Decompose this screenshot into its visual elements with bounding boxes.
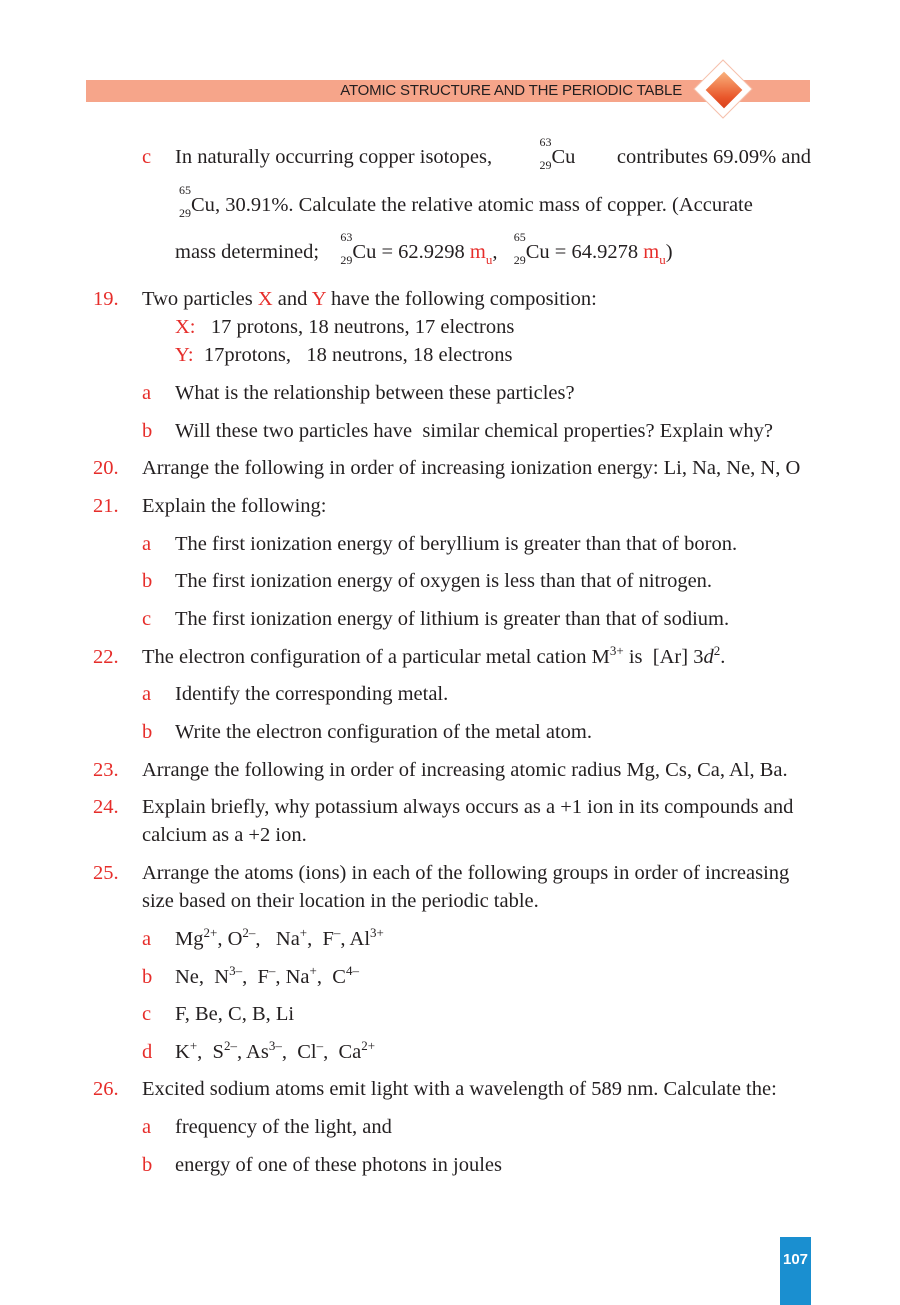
question-number: 25.: [93, 862, 119, 884]
isotope-cu65: 65 29 Cu: [179, 183, 215, 220]
item-letter: b: [142, 966, 153, 988]
question-number: 26.: [93, 1078, 119, 1100]
item-letter: a: [142, 928, 152, 950]
item-text: energy of one of these photons in joules: [175, 1154, 502, 1176]
item-letter: c: [142, 1003, 152, 1025]
item-text: The first ionization energy of lithium is greater than that of sodium.: [175, 608, 730, 630]
item-text: frequency of the light, and: [175, 1116, 392, 1138]
page-number-tab: [780, 1237, 811, 1305]
text: mass determined;: [175, 241, 320, 263]
question-number: 22.: [93, 646, 119, 668]
item-letter: b: [142, 570, 153, 592]
particle-x: X: [257, 288, 273, 310]
question-number: 21.: [93, 495, 119, 517]
item-text: The first ionization energy of oxygen is less than that of nitrogen.: [175, 570, 713, 592]
question-text-line2: calcium as a +2 ion.: [142, 824, 307, 846]
unit-mu: $m_u$: [643, 241, 666, 267]
isotope-cu65: 65 29 Cu: [513, 230, 550, 267]
text: In naturally occurring copper isotopes,: [175, 146, 493, 168]
item-letter: c: [142, 146, 152, 168]
item-text: What is the relationship between these particles?: [175, 382, 575, 404]
ion-list: K+, $S^{2-}$, $As^{3-}$, Cl–, $Ca^{2+}$: [175, 1038, 376, 1063]
question-text-line2: size based on their location in the periodic table.: [142, 890, 539, 912]
item-text: Identify the corresponding metal.: [175, 683, 449, 705]
isotope-cu63: 63 29 Cu: [539, 135, 576, 172]
item-letter: d: [142, 1041, 153, 1063]
item-letter: c: [142, 608, 152, 630]
mass-63: = 62.9298: [381, 241, 465, 263]
question-text-line1: Explain briefly, why potassium always occurs as a +1 ion in its compounds and: [142, 796, 794, 818]
ion-list: $Mg^{2+}$, $O^{2-}$, Na+, F–, $Al^{3+}$: [175, 925, 384, 950]
text: contributes 69.09% and: [616, 146, 811, 168]
ion-list: Ne, $N^{3-}$, F–, Na+, $C^{4-}$: [175, 963, 359, 988]
item-text: The first ionization energy of beryllium is greater than that of boron.: [175, 533, 738, 555]
page-number: 107: [782, 1251, 809, 1268]
question-text-line1: Arrange the atoms (ions) in each of the following groups in order of increasing: [142, 862, 790, 884]
item-letter: a: [142, 1116, 152, 1138]
text: , 30.91%. Calculate the relative atomic mass of copper. (Accurate: [214, 194, 753, 216]
item-letter: a: [142, 533, 152, 555]
mass-65: = 64.9278: [554, 241, 639, 263]
question-number: 24.: [93, 796, 119, 818]
question-number: 19.: [93, 288, 119, 310]
question-number: 23.: [93, 759, 119, 781]
unit-mu: $m_u$: [469, 241, 493, 267]
question-text: Excited sodium atoms emit light with a wavelength of 589 nm. Calculate the:: [142, 1078, 777, 1100]
item-text: Write the electron configuration of the metal atom.: [175, 721, 592, 743]
isotope-cu63: 63 29 Cu: [340, 230, 377, 267]
item-letter: b: [142, 721, 153, 743]
question-text: Arrange the following in order of increasing atomic radius Mg, Cs, Ca, Al, Ba.: [142, 759, 788, 781]
item-letter: a: [142, 683, 152, 705]
item-text: F, Be, C, B, Li: [175, 1003, 295, 1025]
question-text: Explain the following:: [142, 495, 327, 517]
item-letter: a: [142, 382, 152, 404]
item-letter: b: [142, 1154, 153, 1176]
chapter-title: ATOMIC STRUCTURE AND THE PERIODIC TABLE: [340, 82, 682, 99]
question-number: 20.: [93, 457, 119, 479]
question-text: Arrange the following in order of increasing ionization energy: Li, Na, Ne, N, O: [142, 457, 801, 479]
item-letter: b: [142, 420, 153, 442]
particle-y: Y: [311, 288, 326, 310]
item-text: Will these two particles have similar chemical properties? Explain why?: [175, 420, 774, 442]
